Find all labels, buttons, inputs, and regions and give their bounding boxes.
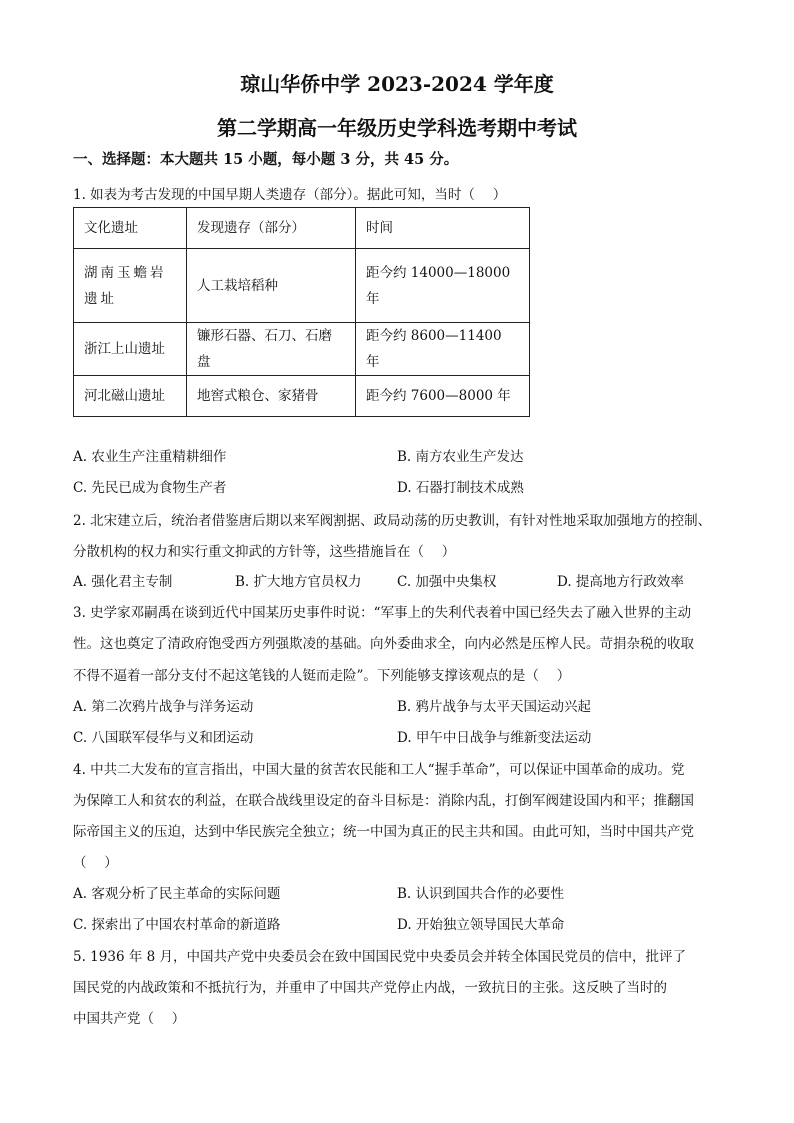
table-header-cell: 时间 bbox=[356, 208, 530, 249]
table-row bbox=[74, 376, 530, 417]
q2-stem-line: 分散机构的权力和实行重文抑武的方针等，这些措施旨在（ ） bbox=[73, 544, 456, 560]
table-cell: 湖南玉蟾岩遗址 bbox=[74, 249, 187, 323]
q4-option-d: D. 开始独立领导国民大革命 bbox=[397, 917, 565, 933]
q3-option-c: C. 八国联军侵华与义和团运动 bbox=[73, 730, 254, 746]
q1-option-b: B. 南方农业生产发达 bbox=[397, 449, 524, 465]
q1-table bbox=[73, 207, 530, 417]
exam-title-line1: 琼山华侨中学 2023-2024 学年度 bbox=[240, 72, 554, 96]
q3-stem-line: 不得不逼着一部分支付不起这笔钱的人铤而走险”。下列能够支撑该观点的是（ ） bbox=[73, 668, 571, 684]
q3-stem-line: 3. 史学家邓嗣禹在谈到近代中国某历史事件时说：“军事上的失利代表着中国已经失去了融入世界的主动 bbox=[73, 605, 692, 621]
q1-option-c: C. 先民已成为食物生产者 bbox=[73, 480, 227, 496]
q2-option-c: C. 加强中央集权 bbox=[397, 574, 497, 590]
table-row bbox=[74, 249, 530, 323]
table-header-cell: 发现遗存（部分） bbox=[187, 208, 356, 249]
q2-option-d: D. 提高地方行政效率 bbox=[557, 574, 684, 590]
q4-stem-line: 为保障工人和贫农的利益，在联合战线里设定的奋斗目标是：消除内乱，打倒军阀建设国内和平；推翻国 bbox=[73, 793, 694, 809]
q1-option-a: A. 农业生产注重精耕细作 bbox=[73, 449, 227, 465]
q3-option-b: B. 鸦片战争与太平天国运动兴起 bbox=[397, 699, 592, 715]
q5-stem-line: 中国共产党（ ） bbox=[73, 1011, 186, 1027]
q4-stem-line: （ ） bbox=[73, 855, 118, 871]
table-header-row bbox=[74, 208, 530, 249]
table-cell: 人工栽培稻种 bbox=[187, 249, 356, 323]
table-cell: 地窖式粮仓、家猪骨 bbox=[187, 376, 356, 417]
q4-stem-line: 4. 中共二大发布的宣言指出，中国大量的贫苦农民能和工人“握手革命”，可以保证中国革命的成功。党 bbox=[73, 762, 685, 778]
q2-option-a: A. 强化君主专制 bbox=[73, 574, 173, 590]
table-row bbox=[74, 323, 530, 376]
q3-option-a: A. 第二次鸦片战争与洋务运动 bbox=[73, 699, 254, 715]
q4-stem-line: 际帝国主义的压迫，达到中华民族完全独立；统一中国为真正的民主共和国。由此可知，当时中国共产党 bbox=[73, 824, 694, 840]
q4-option-c: C. 探索出了中国农村革命的新道路 bbox=[73, 917, 281, 933]
q5-stem-line: 国民党的内战政策和不抵抗行为，并重申了中国共产党停止内战，一致抗日的主张。这反映了当时的 bbox=[73, 980, 667, 996]
table-header-cell: 文化遗址 bbox=[74, 208, 187, 249]
q2-option-b: B. 扩大地方官员权力 bbox=[235, 574, 362, 590]
exam-title-line2: 第二学期高一年级历史学科选考期中考试 bbox=[217, 116, 577, 140]
table-cell: 河北磁山遗址 bbox=[74, 376, 187, 417]
table-cell: 浙江上山遗址 bbox=[74, 323, 187, 376]
q2-stem-line: 2. 北宋建立后，统治者借鉴唐后期以来军阀割据、政局动荡的历史教训，有针对性地采取加强地方的控制、 bbox=[73, 513, 712, 529]
q5-stem-line: 5. 1936 年 8 月，中国共产党中央委员会在致中国国民党中央委员会并转全体国民党员的信中，批评了 bbox=[73, 949, 686, 965]
q1-stem: 1. 如表为考古发现的中国早期人类遗存（部分）。据此可知，当时（ ） bbox=[73, 187, 507, 203]
q4-option-b: B. 认识到国共合作的必要性 bbox=[397, 886, 565, 902]
q3-stem-line: 性。这也奠定了清政府饱受西方列强欺凌的基础。向外委曲求全，向内必然是压榨人民。苛捐杂税的收取 bbox=[73, 636, 694, 652]
q1-option-d: D. 石器打制技术成熟 bbox=[397, 480, 524, 496]
q3-option-d: D. 甲午中日战争与维新变法运动 bbox=[397, 730, 592, 746]
table-cell: 距今约 14000—18000 年 bbox=[356, 249, 530, 323]
table-cell: 距今约 7600—8000 年 bbox=[356, 376, 530, 417]
section-heading: 一、选择题：本大题共 15 小题，每小题 3 分，共 45 分。 bbox=[73, 151, 459, 168]
table-cell: 镰形石器、石刀、石磨盘 bbox=[187, 323, 356, 376]
q4-option-a: A. 客观分析了民主革命的实际问题 bbox=[73, 886, 281, 902]
table-cell: 距今约 8600—11400 年 bbox=[356, 323, 530, 376]
